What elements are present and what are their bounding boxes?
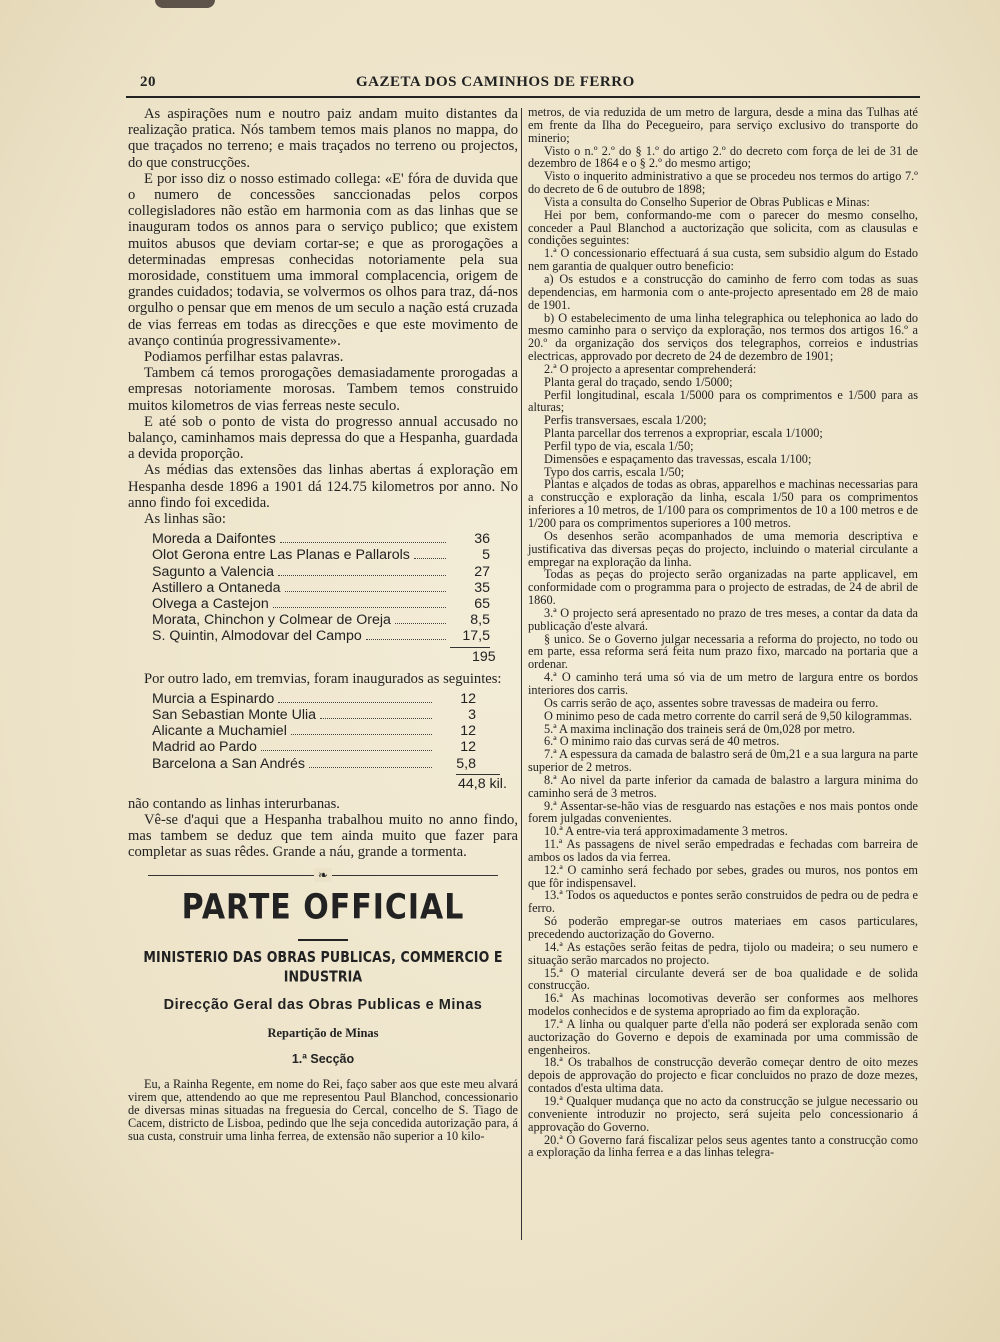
decree-clause: § unico. Se o Governo julgar necessaria a reforma do projecto, no todo ou em parte, essa reforma será feita num prazo fixo, marcado na portaria que a ordenar. [528,631,918,672]
article-paragraph: não contando as linhas interurbanas. [128,795,340,812]
decree-clause: Typo dos carris, escala 1/50; [544,464,685,479]
article-paragraph: As aspirações num e noutro paiz andam muito distantes da realização pratica. Nós tambem temos mais planos no mappa, do que traçados no terreno; e mais traçados no terreno ou projectos, do que construcções. [128,106,518,171]
decree-clause: Perfil longitudinal, escala 1/5000 para os comprimentos e 1/500 para as alturas; [528,387,918,415]
decree-clause: Os desenhos serão acompanhados de uma memoria descriptiva e justificativa das diversas peças do projecto, incluindo o material circulante a empregar na exploração da linha. [528,528,918,569]
page-header [126,72,920,94]
decree-clause: 12.ª O caminho será fechado por sebes, grades ou muros, nos pontos em que fôr indispensavel. [528,862,918,890]
decree-paragraph: Eu, a Rainha Regente, em nome do Rei, faço saber aos que este meu alvará virem que, attendendo ao que me representou Paul Blanchod, concessionario de diversas minas situadas na freguesia do Cercal, concelho de S. Tiago de Cacem, districto de Lisboa, pedindo que lhe seja concedida autorização para, á sua custa, construir uma linha ferrea, de extensão não superior a 10 kilo- [128,1076,518,1144]
journal-title: GAZETA DOS CAMINHOS DE FERRO [356,74,635,90]
header-rule [126,96,920,98]
leader-dots [261,750,432,751]
leader-dots [285,591,446,592]
decree-clause: Planta parcellar dos terrenos a expropriar, escala 1/1000; [544,426,823,441]
list-item [128,707,518,723]
line-name: Astillero a Ontaneda [152,579,281,596]
article-paragraph: Podiamos perfilhar estas palavras. [144,349,344,366]
decree-clause: a) Os estudos e a construcção do caminho de ferro com todas as suas dependencias, em harmonia com o ante-projecto apresentado em 28 de maio de 1901. [528,271,918,312]
article-paragraph: As linhas são: [144,511,226,528]
decree-clause: 3.ª O projecto será apresentado no prazo de tres meses, a contar da data da publicação d'este alvará. [528,605,918,633]
tram-total: 44,8 kil. [458,775,507,792]
list-item [128,691,518,707]
line-length: 12 [460,723,476,740]
decree-clause: 19.ª Qualquer mudança que no acto da construcção se julgue necessario ou conveniente introduzir no projecto, será sujeita pelo concessionario á approvação do Governo. [528,1093,918,1134]
decree-clause: 7.ª A espessura da camada de balastro será de 0m,21 e a sua largura na parte superior de 2 metros. [528,747,918,775]
decree-clause: Só poderão empregar-se outros materiaes em casos particulares, precedendo auctorização do Governo. [528,914,918,941]
leader-dots [366,639,446,640]
decree-clause: 2.ª O projecto a apresentar comprehenderá: [544,361,757,376]
line-length: 27 [474,563,490,580]
decree-clause: 6.ª O minimo raio das curvas será de 40 metros. [544,734,780,749]
right-column [528,106,918,1159]
line-name: Morata, Chinchon y Colmear de Oreja [152,612,391,629]
line-name: Murcia a Espinardo [152,690,275,707]
article-paragraph: Tambem cá temos prorogações demasiadamente prorogadas a empresas notoriamente morosas. Tambem temos construido muitos kilometros de vias ferreas neste seculo. [128,365,518,414]
article-paragraphs-top [128,106,518,527]
title-rule [298,939,348,941]
leader-dots [395,623,446,624]
line-name: Barcelona a San Andrés [152,755,306,772]
leader-dots [320,718,432,719]
line-length: 35 [474,579,490,596]
line-length: 12 [460,739,476,756]
line-length: 17,5 [462,628,490,645]
decree-clause: 18.ª Os trabalhos de construcção deverão começar dentro de oito mezes depois de approvação do projecto e ficar concluidos no prazo de doze mezes, contados d'esta ultima data. [528,1055,918,1096]
line-name: San Sebastian Monte Ulia [152,706,317,723]
leader-dots [278,575,446,576]
decree-clause: Visto o inquerito administrativo a que se procedeu nos termos do artigo 7.º do decreto de 6 de outubro de 1898; [528,169,918,197]
leader-dots [291,734,432,735]
lines-total-row [128,645,518,665]
list-item [128,531,518,547]
section-heading: 1.ª Secção [291,1052,355,1067]
list-item [128,628,518,644]
article-paragraph: Vê-se d'aqui que a Hespanha trabalhou muito no anno findo, mas tambem se deduz que tem ainda muito que fazer para completar as suas rêdes. Grande a náu, grande a tormenta. [128,811,518,861]
line-name: Alicante a Muchamiel [152,723,287,740]
decree-clause: Hei por bem, conformando-me com o parecer do mesmo conselho, conceder a Paul Blanchod a auctorização que solicita, com as clausulas e condições seguintes: [528,207,918,248]
decree-clause: 1.ª O concessionario effectuará á sua custa, sem subsidio algum do Estado nem garantia de qualquer outro beneficio: [528,246,918,274]
tram-intro: Por outro lado, em tremvias, foram inaugurados as seguintes: [144,670,502,687]
article-paragraph: E até sob o ponto de vista do progresso annual accusado no balanço, caminhamos mais depressa do que a Hespanha, guardada a devida proporção. [128,413,518,463]
line-length: 65 [474,596,490,613]
article-paragraph: E por isso diz o nosso estimado collega: «E' fóra de duvida que o numero de concessões sanccionadas pelos corpos collegisladores não estão em harmonia com as das linhas que se inauguram todos os annos para o serviço publico; que existem muitos abusos que deviam cortar-se; e que as prorogações a determinadas empresas conhecidas notoriamente pela sua morosidade, constituem uma immoral complacencia, origem de grandes cuidados; todavia, se volvermos os olhos para traz, dá-nos orgulho o pensar que em menos de um seculo a nação está cruzada de vias ferreas em todas as direcções e que este movimento de avanço continúa progressivamente». [128,170,518,349]
list-item [128,756,518,772]
decree-clause: metros, de via reduzida de um metro de largura, desde a mina das Tulhas até em frente da Ilha do Pecegueiro, para serviço exclusivo do transporte do minerio; [528,105,918,145]
leader-dots [414,558,446,559]
decree-clause: Vista a consulta do Conselho Superior de Obras Publicas e Minas: [544,194,870,209]
department-heading: Repartição de Minas [267,1026,379,1041]
page-number: 20 [140,74,156,90]
decree-clause: 10.ª A entre-via terá approximadamente 3 metros. [544,824,788,839]
decree-clause: b) O estabelecimento de uma linha telegraphica ou telephonica ao lado do mesmo caminho para o serviço da exploração, nos termos dos artigos 16.º a 20.º da organização dos serviços dos telegraphos, correios e industrias electricas, approvado por decreto de 24 de dezembro de 1901; [528,310,918,364]
line-length: 5,8 [456,755,476,772]
list-item [128,580,518,596]
lines-total: 195 [472,648,496,665]
railway-lines-list [128,531,518,644]
decree-clause: 14.ª As estações serão feitas de pedra, tijolo ou madeira; o seu numero e situação serão marcados no projecto. [528,939,918,967]
leader-dots [309,767,432,768]
decree-clause: Perfis transversaes, escala 1/200; [544,413,707,428]
ornament-icon: ❧ [314,868,332,882]
decree-clause: Visto o n.º 2.º do § 1.º do artigo 2.º do decreto com força de lei de 31 de dezembro de 1864 e o § 2.º do mesmo artigo; [528,143,918,171]
line-name: Madrid ao Pardo [152,739,257,756]
column-divider [521,108,522,1240]
list-item [128,564,518,580]
line-length: 8,5 [470,612,490,629]
ink-stain [155,0,215,8]
decree-clause: Plantas e alçados de todas as obras, apparelhos e machinas necessarias para a construcção e exploração da linha, escala 1/50 para os comprimentos inferiores a 10 metros, de 1/100 para os comprimentos de 10 a 100 metros e de 1/200 para os comprimentos superiores a 100 metros. [528,477,918,530]
line-name: Olot Gerona entre Las Planas e Pallarols [152,547,410,564]
decree-clause: Todas as peças do projecto serão organizadas na parte applicavel, em conformidade com o programma para o projecto de estradas, de 24 de abril de 1860. [528,567,918,608]
direction-heading: Direcção Geral das Obras Publicas e Minas [163,996,483,1013]
decree-clause: O minimo peso de cada metro corrente do carril será de 9,50 kilogrammas. [544,708,913,723]
article-paragraph: As médias das extensões das linhas abertas á exploração em Hespanha desde 1896 a 1901 dá 124.75 kilometros por anno. No anno findo foi excedida. [128,462,518,511]
decree-clause: 5.ª A maxima inclinação dos traineis será de 0m,028 por metro. [544,721,856,736]
decree-clause: 11.ª As passagens de nivel serão empedradas e fechadas com barreira de ambos os lados da via ferrea. [528,837,918,864]
line-name: Sagunto a Valencia [152,563,274,580]
decree-clause: 20.ª O Governo fará fiscalizar pelos seus agentes tanto a construcção como a exploração da linha ferrea e a das linhas telegra- [528,1132,918,1160]
line-length: 5 [482,547,490,564]
ministry-heading: MINISTERIO DAS OBRAS PUBLICAS, COMMERCIO E INDUSTRIA [143,947,503,985]
line-length: 3 [468,706,476,723]
leader-dots [278,702,432,703]
leader-dots [273,607,446,608]
list-item [128,596,518,612]
decree-clause: 15.ª O material circulante deverá ser de boa qualidade e de solida construcção. [528,965,918,993]
line-name: Moreda a Daifontes [152,531,276,548]
decree-clause: 13.ª Todos os aqueductos e pontes serão construidos de pedra ou de pedra e ferro. [528,888,918,916]
list-item [128,612,518,628]
decree-text [128,1078,518,1144]
decree-clause: Perfil typo de via, escala 1/50; [544,438,694,453]
tramway-list [128,691,518,772]
line-length: 36 [474,531,490,548]
line-name: Olvega a Castejon [152,596,269,613]
list-item [128,723,518,739]
line-name: S. Quintin, Almodovar del Campo [152,628,362,645]
decree-clause: 9.ª Assentar-se-hão vias de resguardo nas estações e nos mais pontos onde forem julgadas convenientes. [528,798,918,826]
article-paragraphs-bottom [128,796,518,861]
official-section-title: PARTE OFFICIAL [181,886,465,928]
left-column [128,106,518,1144]
decree-clause: 17.ª A linha ou qualquer parte d'ella não poderá ser explorada senão com auctorização do Governo e depois de examinada por uma commissão de engenheiros. [528,1016,918,1057]
decree-clause: Planta geral do traçado, sendo 1/5000; [544,374,733,389]
decree-clause: 16.ª As machinas locomotivas deverão ser conformes aos melhores modelos conhecidos e de systema apropriado ao fim da exploração. [528,991,918,1019]
decree-clause: 4.ª O caminho terá uma só via de um metro de largura entre os bordos interiores dos carris. [528,670,918,697]
line-length: 12 [460,690,476,707]
tram-total-row [128,772,518,792]
decree-clause: 8.ª Ao nivel da parte inferior da camada de balastro a largura minima do caminho será de 3 metros. [528,772,918,800]
leader-dots [280,542,446,543]
decree-clause: Dimensões e espaçamento das travessas, escala 1/100; [544,451,812,466]
section-ornament [128,867,518,883]
list-item [128,547,518,563]
list-item [128,739,518,755]
decree-clause: Os carris serão de aço, assentes sobre travessas de madeira ou ferro. [544,695,879,710]
